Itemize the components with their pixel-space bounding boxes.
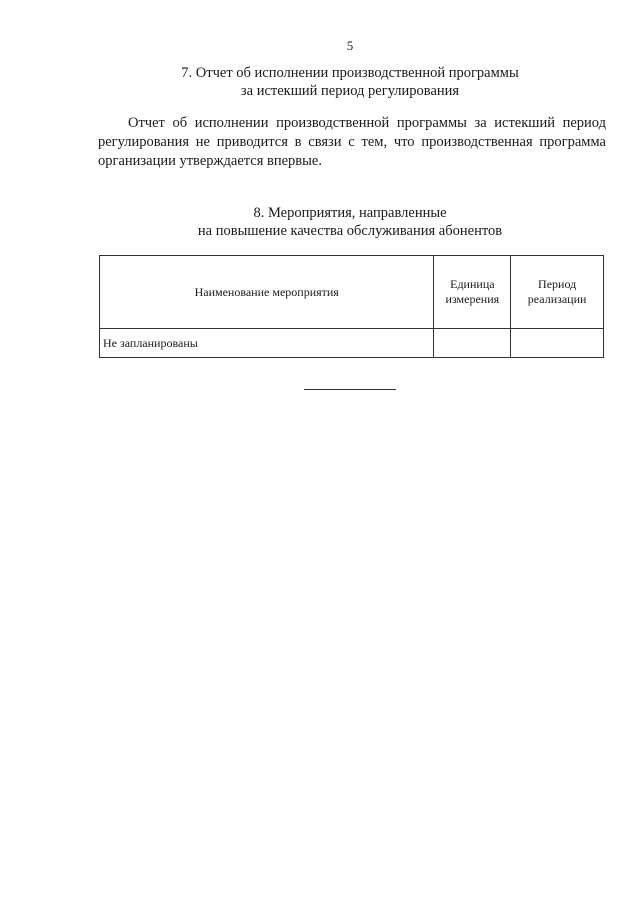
section-7-heading-line-2: за истекший период регулирования xyxy=(240,83,460,99)
table-header-row xyxy=(100,256,604,329)
table-row xyxy=(100,329,604,358)
header-unit xyxy=(434,256,511,329)
cell-period xyxy=(511,329,604,358)
section-7-heading xyxy=(0,64,640,100)
cell-unit xyxy=(434,329,511,358)
measures-table xyxy=(99,255,604,358)
section-8-heading-line-1: 8. Мероприятия, направленные xyxy=(253,205,447,221)
cell-measure-name: Не запланированы xyxy=(100,329,434,358)
end-divider xyxy=(304,389,396,390)
header-measure-name: Наименование мероприятия xyxy=(100,256,434,329)
header-period-line-2: реализации xyxy=(527,292,587,306)
header-unit-line-2: измерения xyxy=(445,292,500,306)
header-unit-line-1: Единица xyxy=(450,277,495,291)
header-period xyxy=(511,256,604,329)
section-7-heading-line-1: 7. Отчет об исполнении производственной программы xyxy=(181,65,519,81)
page-number: 5 xyxy=(346,38,354,53)
section-7-paragraph: Отчет об исполнении производственной программы за истекший период регулирования не приводится в связи с тем, что производственная программа организации утверждается впервые. xyxy=(98,115,606,169)
section-8-heading xyxy=(0,204,640,240)
section-8-heading-line-2: на повышение качества обслуживания абонентов xyxy=(197,223,503,239)
header-period-line-1: Период xyxy=(538,277,577,291)
